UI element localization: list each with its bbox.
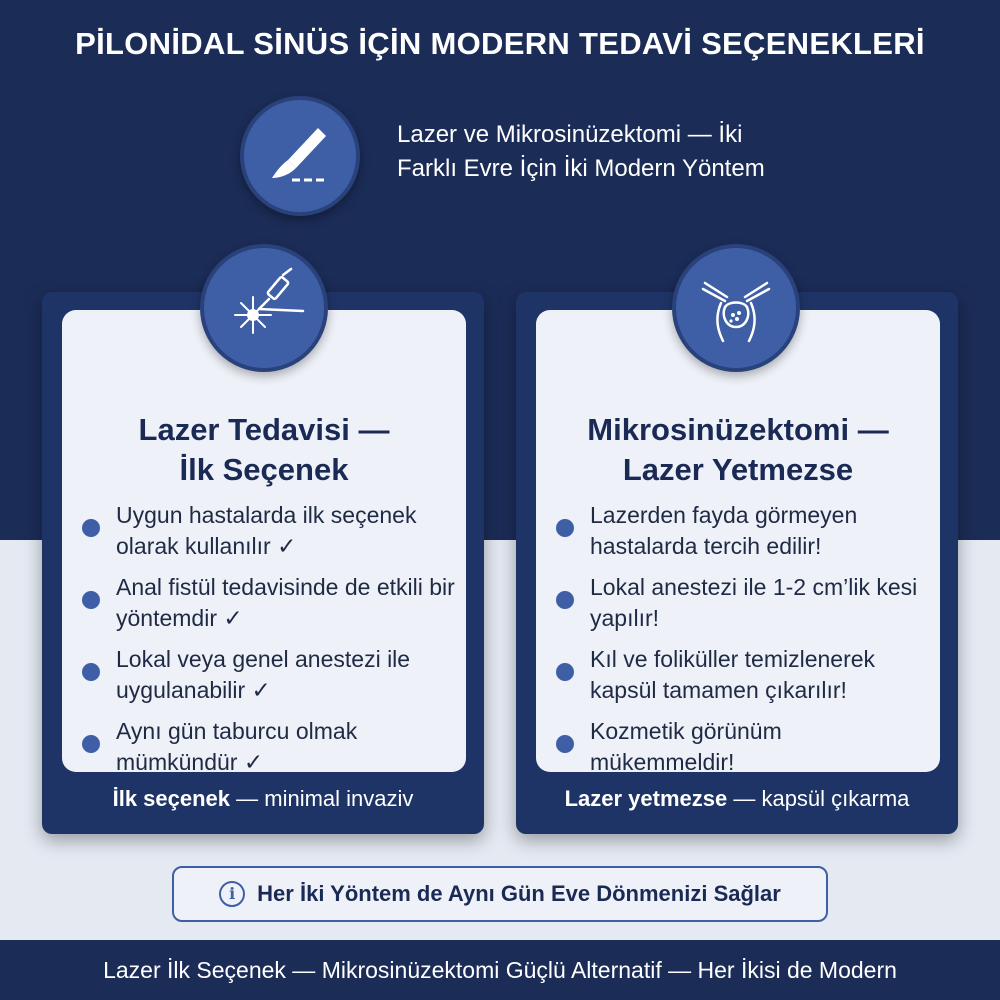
microsinusectomy-card-title-line-1: Mikrosinüzektomi — xyxy=(587,412,889,447)
list-item xyxy=(556,500,932,562)
microsinusectomy-card xyxy=(516,292,958,834)
same-day-discharge-note xyxy=(172,866,828,922)
bullet-text: Kozmetik görünüm mükemmeldir! xyxy=(590,718,782,775)
bullet-text: Anal fistül tedavisinde de etkili bir yöntemdir ✓ xyxy=(116,574,455,631)
bullet-text: Lokal anestezi ile 1-2 cm’lik kesi yapılır! xyxy=(590,574,918,631)
bullet-dot-icon xyxy=(82,735,100,753)
laser-card-title-line-1: Lazer Tedavisi — xyxy=(138,412,390,447)
microsinusectomy-card-footer-rest: — kapsül çıkarma xyxy=(727,786,910,811)
bullet-dot-icon xyxy=(556,591,574,609)
bullet-text: Kıl ve foliküller temizlenerek kapsül tamamen çıkarılır! xyxy=(590,646,876,703)
note-text: Her İki Yöntem de Aynı Gün Eve Dönmenizi Sağlar xyxy=(257,881,781,906)
bullet-dot-icon xyxy=(556,663,574,681)
bullet-text: Uygun hastalarda ilk seçenek olarak kullanılır ✓ xyxy=(116,502,417,559)
subtitle xyxy=(397,118,837,186)
bullet-text: Lazerden fayda görmeyen hastalarda tercih edilir! xyxy=(590,502,858,559)
list-item xyxy=(82,572,458,634)
laser-card-title xyxy=(62,410,466,490)
bullet-text: Aynı gün taburcu olmak mümkündür ✓ xyxy=(116,718,358,775)
bullet-dot-icon xyxy=(82,663,100,681)
surgical-excision-icon xyxy=(672,244,800,372)
info-icon: i xyxy=(219,881,245,907)
bullet-dot-icon xyxy=(82,591,100,609)
laser-card-footer xyxy=(42,786,484,812)
microsinusectomy-card-footer xyxy=(516,786,958,812)
microsinusectomy-card-title-line-2: Lazer Yetmezse xyxy=(622,452,854,487)
microsinusectomy-card-body xyxy=(536,310,940,775)
list-item xyxy=(82,644,458,706)
page-title: PİLONİDAL SİNÜS İÇİN MODERN TEDAVİ SEÇENEKLERİ xyxy=(75,26,925,61)
footer-banner: Lazer İlk Seçenek — Mikrosinüzektomi Güçlü Alternatif — Her İkisi de Modern xyxy=(0,940,1000,1000)
microsinusectomy-card-footer-bold: Lazer yetmezse xyxy=(564,786,728,811)
laser-bullet-list xyxy=(82,500,458,788)
laser-card-title-line-2: İlk Seçenek xyxy=(179,452,349,487)
microsinusectomy-bullet-list xyxy=(556,500,932,788)
list-item xyxy=(556,716,932,778)
microsinusectomy-card-title xyxy=(536,410,940,490)
subtitle-line-1: Lazer ve Mikrosinüzektomi — İki xyxy=(397,121,743,148)
bullet-dot-icon xyxy=(556,735,574,753)
list-item xyxy=(82,716,458,778)
list-item xyxy=(556,644,932,706)
list-item xyxy=(556,572,932,634)
laser-icon xyxy=(200,244,328,372)
subtitle-line-2: Farklı Evre İçin İki Modern Yöntem xyxy=(397,155,765,182)
laser-card-footer-bold: İlk seçenek xyxy=(112,786,231,811)
scalpel-icon xyxy=(240,96,360,216)
laser-card-body xyxy=(62,310,466,775)
laser-treatment-card xyxy=(42,292,484,834)
bullet-dot-icon xyxy=(82,519,100,537)
list-item xyxy=(82,500,458,562)
bullet-dot-icon xyxy=(556,519,574,537)
bullet-text: Lokal veya genel anestezi ile uygulanabilir ✓ xyxy=(116,646,411,703)
laser-card-footer-rest: — minimal invaziv xyxy=(230,786,414,811)
